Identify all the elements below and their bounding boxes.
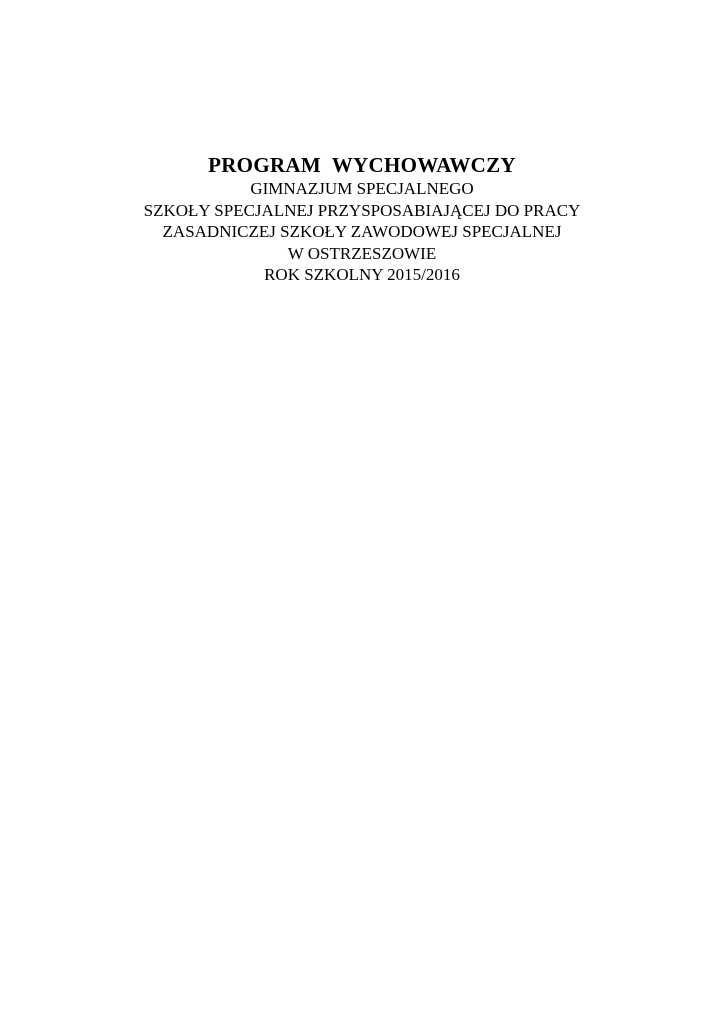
school-year-line: ROK SZKOLNY 2015/2016 [264,265,460,284]
location-line: W OSTRZESZOWIE [287,243,437,263]
school-type-line: GIMNAZJUM SPECJALNEGO [250,179,474,198]
school-name-line-2: ZASADNICZEJ SZKOŁY ZAWODOWEJ SPECJALNEJ [162,222,562,241]
school-name-line-1: SZKOŁY SPECJALNEJ PRZYSPOSABIAJĄCEJ DO PRACY [143,200,581,220]
document-title: PROGRAM WYCHOWAWCZY [208,153,516,177]
title-block [0,152,724,286]
